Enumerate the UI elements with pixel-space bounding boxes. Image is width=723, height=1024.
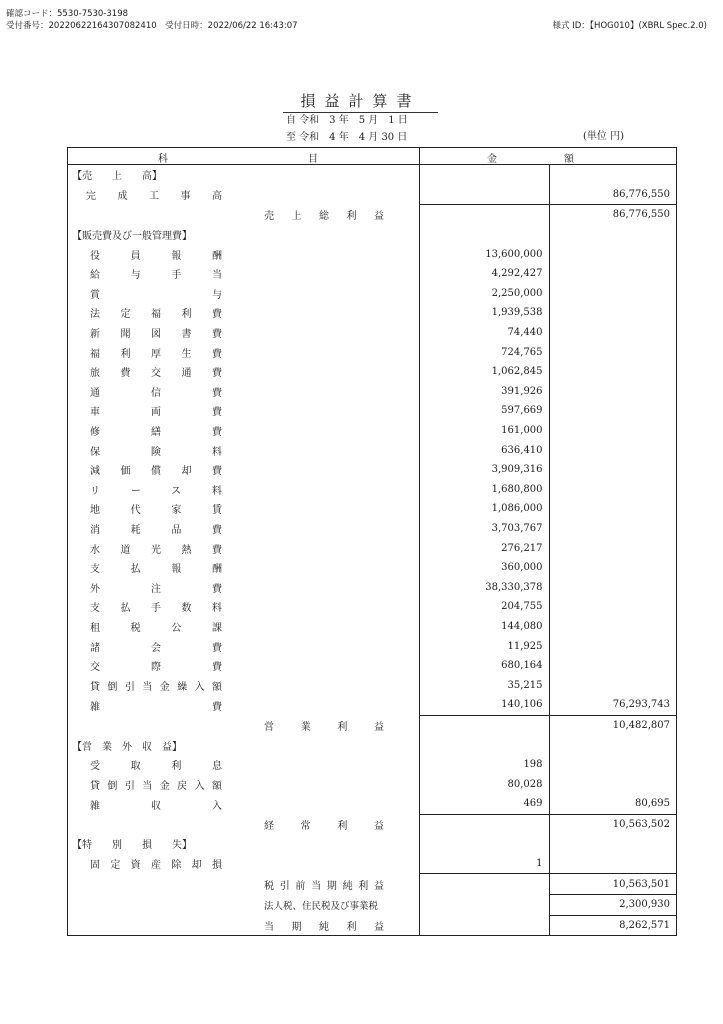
table-row [68,480,677,500]
row-total: 80,695 [549,794,676,814]
section-row [68,165,677,185]
amount-header-2: 額 [564,154,574,165]
row-total: 76,293,743 [549,695,676,715]
row-value: 636,410 [420,440,550,460]
row-value: 144,080 [420,617,550,637]
subtotal-value: 10,563,502 [549,814,676,834]
row-label: 役員報酬 [90,250,222,262]
form-id: 様式 ID：【HOG010】(XBRL Spec.2.0) [552,21,707,31]
table-row [68,656,677,676]
table-row [68,362,677,382]
row-value: 80,028 [420,774,550,794]
document-header-left [6,8,298,32]
table-row [68,675,677,695]
row-value: 2,250,000 [420,284,550,304]
row-value: 1,939,538 [420,303,550,323]
subtotal-value: 10,563,501 [549,874,676,895]
row-label: 貸倒引当金繰入額 [90,681,222,693]
row-value: 469 [420,794,550,814]
row-label: 諸会費 [90,642,222,654]
row-value: 3,703,767 [420,519,550,539]
row-value: 1,062,845 [420,362,550,382]
page-title: 損益計算書 [283,90,438,113]
row-label: 保険料 [90,446,222,458]
account-header-2: 目 [308,154,318,165]
row-total: 86,776,550 [549,185,676,205]
row-total [549,617,676,637]
section-sga: 【販売費及び一般管理費】 [72,231,192,243]
account-header [68,148,420,165]
subtotal-value: 8,262,571 [549,915,676,936]
row-total [549,460,676,480]
row-total [549,264,676,284]
amount-header [420,148,677,165]
subtotal-row [68,915,677,936]
row-value: 35,215 [420,675,550,695]
row-total [549,656,676,676]
row-total [549,401,676,421]
table-row [68,284,677,304]
row-label: 租税公課 [90,622,222,634]
amount-header-1: 金 [487,154,497,165]
subtotal-row [68,814,677,834]
row-label: 法定福利費 [90,309,222,321]
row-label: 支払手数料 [90,603,222,615]
account-header-1: 科 [158,154,168,165]
row-value: 3,909,316 [420,460,550,480]
table-row [68,854,677,874]
table-row [68,577,677,597]
row-total [549,284,676,304]
table-row [68,755,677,775]
subtotal-label: 当期純利益 [264,921,384,933]
income-statement-table [67,147,677,936]
section-row [68,735,677,755]
row-total [549,382,676,402]
extra-items [68,854,677,874]
table-row [68,421,677,441]
row-value: 198 [420,755,550,775]
table-row [68,499,677,519]
row-value: 204,755 [420,597,550,617]
row-total [549,755,676,775]
subtotal-value: 86,776,550 [549,205,676,225]
row-total [549,342,676,362]
row-value: 1,086,000 [420,499,550,519]
subtotal-label: 経常利益 [264,820,384,832]
row-label: 旅費交通費 [90,368,222,380]
section-sales: 【売 上 高】 [72,171,162,183]
row-label: 通信費 [90,387,222,399]
section-extra-loss: 【特 別 損 失】 [72,840,192,852]
row-value: 360,000 [420,558,550,578]
row-label: 支払報酬 [90,564,222,576]
subtotal-row [68,894,677,915]
row-label: 給与手当 [90,270,222,282]
receipt-line: 受付番号：20220622164307082410 受付日時：2022/06/22 16:43:07 [6,21,298,31]
row-total [549,244,676,264]
row-total [549,577,676,597]
row-label: 消耗品費 [90,524,222,536]
row-total [549,499,676,519]
row-total [549,774,676,794]
row-total [549,303,676,323]
row-label: 交際費 [90,662,222,674]
row-label: 完成工事高 [86,191,222,203]
row-label: 水道光熱費 [90,544,222,556]
table-row [68,244,677,264]
section-row [68,225,677,245]
table-header-row [68,148,677,165]
table-row [68,264,677,284]
table-row [68,323,677,343]
row-value: 724,765 [420,342,550,362]
subtotal-label: 売上総利益 [264,211,384,223]
table-row [68,558,677,578]
row-label: 修繕費 [90,427,222,439]
row-label: 地代家賃 [90,505,222,517]
row-value: 38,330,378 [420,577,550,597]
row-label: 減価償却費 [90,466,222,478]
row-label: 固定資産除却損 [90,860,222,872]
row-label: 外注費 [90,583,222,595]
section-nonop-income: 【営 業 外 収 益】 [72,741,182,753]
row-value: 1,680,800 [420,480,550,500]
row-value: 4,292,427 [420,264,550,284]
period-from: 自 令和 3 年 5 月 1 日 [286,115,408,126]
subtotal-label: 税引前当期純利益 [264,880,384,892]
table-row [68,303,677,323]
row-total [549,323,676,343]
table-row [68,460,677,480]
row-label: 福利厚生費 [90,348,222,360]
table-row [68,185,677,205]
row-label: 雑費 [90,701,222,713]
row-total [549,440,676,460]
subtotal-label: 営業利益 [264,721,384,733]
row-value: 597,669 [420,401,550,421]
period-to: 至 令和 4 年 4 月 30 日 [286,132,408,143]
table-row [68,774,677,794]
row-total [549,636,676,656]
row-total [549,854,676,874]
table-row [68,382,677,402]
row-total [549,675,676,695]
row-value: 680,164 [420,656,550,676]
table-row [68,597,677,617]
table-row [68,636,677,656]
row-label: 受取利息 [90,761,222,773]
subtotal-row [68,205,677,225]
sga-items [68,244,677,715]
subtotal-row [68,874,677,895]
row-value: 161,000 [420,421,550,441]
row-label: 車両費 [90,407,222,419]
row-label: 賞与 [90,289,222,301]
row-label: 貸倒引当金戻入額 [90,780,222,792]
nonop-items [68,755,677,814]
row-value: 140,106 [420,695,550,715]
table-row [68,617,677,637]
confirm-code: 確認コード：5530-7530-3198 [6,9,129,19]
row-total [549,597,676,617]
income-statement-body [68,165,677,245]
subtotal-value: 2,300,930 [549,894,676,915]
row-value: 276,217 [420,538,550,558]
row-value: 11,925 [420,636,550,656]
row-total [549,538,676,558]
section-row [68,834,677,854]
table-row [68,695,677,715]
table-row [68,440,677,460]
row-value: 74,440 [420,323,550,343]
row-total [549,362,676,382]
row-value: 391,926 [420,382,550,402]
table-row [68,519,677,539]
row-total [549,421,676,441]
table-row [68,538,677,558]
subtotal-value: 10,482,807 [549,715,676,735]
table-row [68,794,677,814]
unit-label: (単位 円) [583,131,624,142]
row-label: リース料 [90,485,222,497]
row-value: 1 [420,854,550,874]
row-total [549,558,676,578]
subtotal-label: 法人税、住民税及び事業税 [264,900,379,912]
table-row [68,342,677,362]
row-total [549,519,676,539]
row-total [549,480,676,500]
row-label: 新聞図書費 [90,329,222,341]
row-value: 13,600,000 [420,244,550,264]
subtotal-row [68,715,677,735]
row-label: 雑収入 [90,800,222,812]
table-row [68,401,677,421]
